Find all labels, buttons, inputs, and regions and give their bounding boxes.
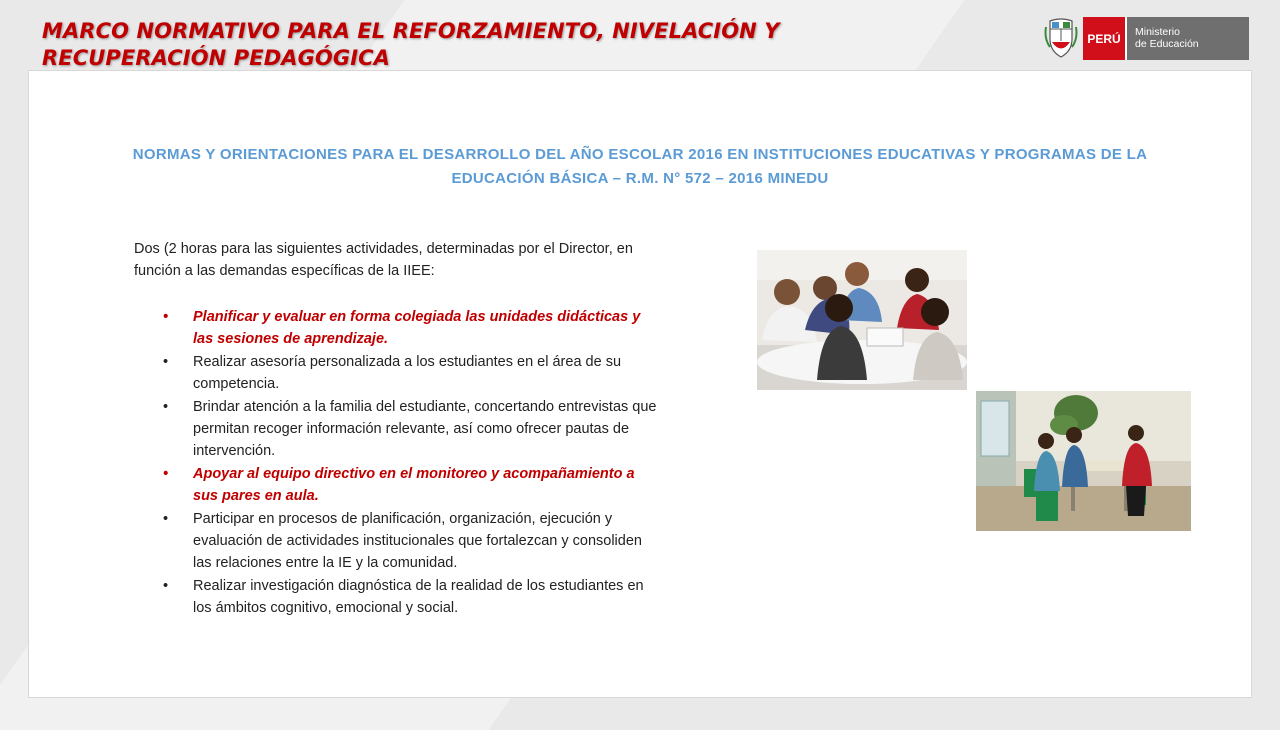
- coat-of-arms-icon: [1044, 17, 1078, 60]
- intro-text: Dos (2 horas para las siguientes actividades, determinadas por el Director, en función a las demandas específicas de la IIEE:: [134, 241, 633, 279]
- bullet-icon: •: [163, 309, 169, 325]
- activities-list: [163, 306, 658, 620]
- activity-item: [163, 396, 658, 462]
- slide-title: MARCO NORMATIVO PARA EL REFORZAMIENTO, NIVELACIÓN Y RECUPERACIÓN PEDAGÓGICA: [42, 19, 780, 70]
- teachers-meeting-photo: [757, 250, 967, 390]
- peru-label: PERÚ: [1083, 17, 1127, 60]
- activity-text: Brindar atención a la familia del estudiante, concertando entrevistas que permitan recoger información relevante, así como ofrecer pautas de intervención.: [193, 399, 657, 459]
- activity-item: [163, 463, 658, 507]
- bullet-icon: •: [163, 466, 169, 482]
- activity-text: Participar en procesos de planificación, organización, ejecución y evaluación de actividades institucionales que fortalezcan y consoliden las relaciones entre la IE y la comunidad.: [193, 511, 642, 571]
- bullet-icon: •: [163, 399, 169, 415]
- activity-item: [163, 508, 658, 574]
- activity-item: [163, 575, 658, 619]
- activity-text: Apoyar al equipo directivo en el monitoreo y acompañamiento a sus pares en aula.: [193, 466, 635, 504]
- bullet-icon: •: [163, 511, 169, 527]
- activity-item: [163, 351, 658, 395]
- parent-meeting-photo: [976, 391, 1191, 531]
- activity-text: Planificar y evaluar en forma colegiada las unidades didácticas y las sesiones de aprendizaje.: [193, 309, 641, 347]
- activity-text: Realizar asesoría personalizada a los estudiantes en el área de su competencia.: [193, 354, 622, 392]
- ministry-line1: Ministerio: [1135, 26, 1180, 38]
- minedu-logo: [1044, 17, 1249, 60]
- bullet-icon: •: [163, 354, 169, 370]
- activity-text: Realizar investigación diagnóstica de la realidad de los estudiantes en los ámbitos cognitivo, emocional y social.: [193, 578, 644, 616]
- activity-item: [163, 306, 658, 350]
- ministry-line2: de Educación: [1135, 38, 1199, 50]
- subtitle: NORMAS Y ORIENTACIONES PARA EL DESARROLLO DEL AÑO ESCOLAR 2016 EN INSTITUCIONES EDUCATIVAS Y PROGRAMAS DE LA EDUCACIÓN BÁSICA – R.M. N° 572 – 2016 MINEDU: [132, 146, 1148, 187]
- ministry-label: [1127, 17, 1249, 60]
- bullet-icon: •: [163, 578, 169, 594]
